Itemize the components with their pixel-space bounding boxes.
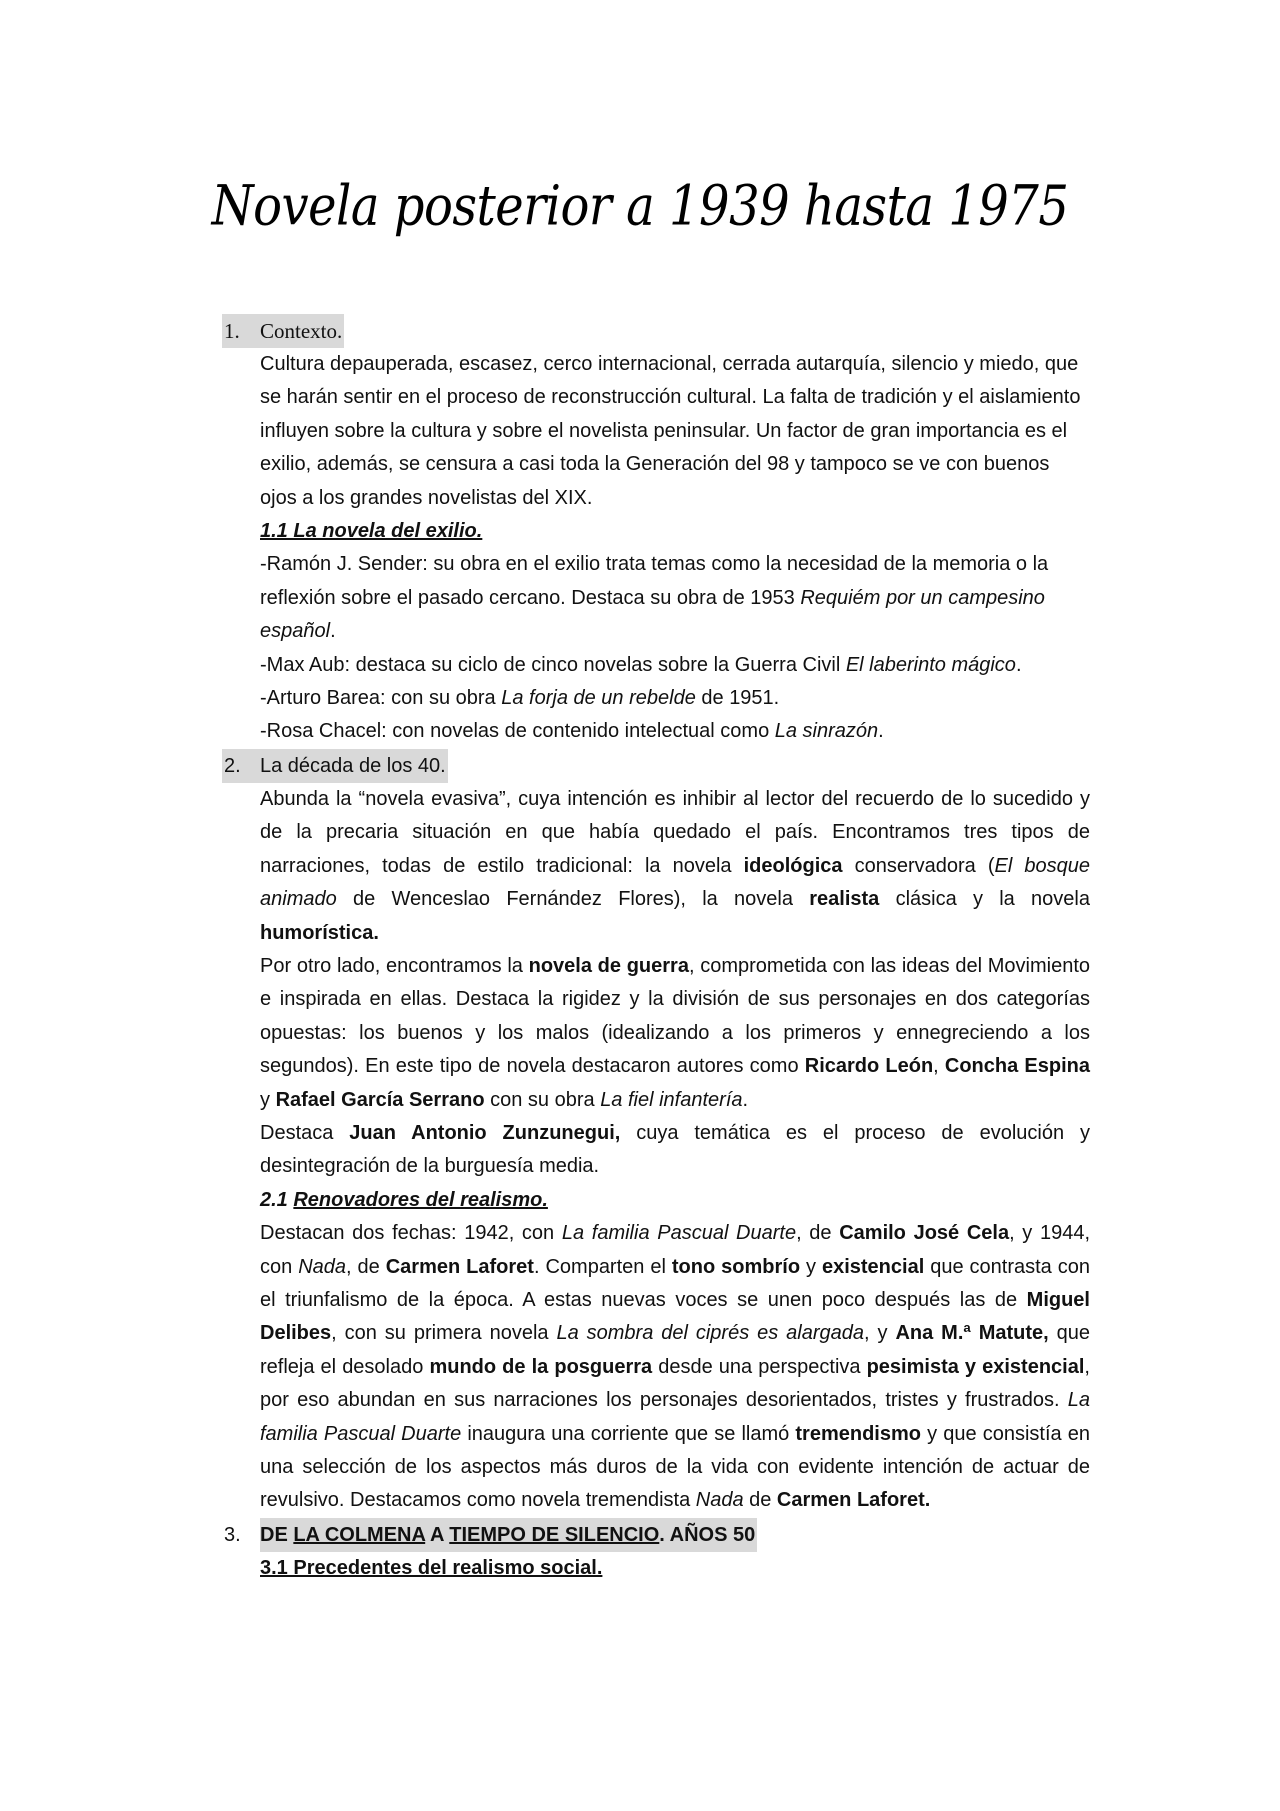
subsection-1-1-title: 1.1 La novela del exilio. <box>260 520 483 543</box>
section-title: DE LA COLMENA A TIEMPO DE SILENCIO. AÑOS 50 <box>260 1518 757 1552</box>
subsection-3-1-title: 3.1 Precedentes del realismo social. <box>260 1556 603 1579</box>
subsection-2-1-title: 2.1 Renovadores del realismo. <box>260 1188 548 1211</box>
paragraph-novela-evasiva: Abunda la “novela evasiva”, cuya intención es inhibir al lector del recuerdo de lo sucedido y de la precaria situación en que había quedado el país. Encontramos tres tipos de narraciones, todas de estilo tradicional: la novela ideológica conservadora (El bosque animado de Wenceslao Fernández Flores), la novela realista clásica y la novela humorística. <box>260 787 1090 944</box>
section-title: Contexto. <box>260 314 344 348</box>
context-paragraph: Cultura depauperada, escasez, cerco internacional, cerrada autarquía, silencio y miedo, que se harán sentir en el proceso de reconstrucción cultural. La falta de tradición y el aislamiento influyen sobre la cultura y sobre el novelista peninsular. Un factor de gran importancia es el exilio, además, se censura a casi toda la Generación del 98 y tampoco se ve con buenos ojos a los grandes novelistas del XIX. <box>260 353 1081 509</box>
paragraph-renovadores: Destacan dos fechas: 1942, con La familia Pascual Duarte, de Camilo José Cela, y 1944, con Nada, de Carmen Laforet. Comparten el tono sombrío y existencial que contrasta con el triunfalismo de la época. A estas nuevas voces se unen poco después las de Miguel Delibes, con su primera novela La sombra del ciprés es alargada, y Ana M.ª Matute, que refleja el desolado mundo de la posguerra desde una perspectiva pesimista y existencial, por eso abundan en sus narraciones los personajes desorientados, tristes y frustrados. La familia Pascual Duarte inaugura una corriente que se llamó tremendismo y que consistía en una selección de los aspectos más duros de la vida con evidente intención de actuar de revulsivo. Destacamos como novela tremendista Nada de Carmen Laforet. <box>260 1222 1091 1512</box>
section-2-heading <box>222 749 1090 783</box>
section-1-heading <box>222 314 1090 348</box>
author-aub: -Max Aub: destaca su ciclo de cinco novelas sobre la Guerra Civil El laberinto mágico. <box>260 653 1022 676</box>
paragraph-novela-guerra: Por otro lado, encontramos la novela de guerra, comprometida con las ideas del Movimiento e inspirada en ellas. Destaca la rigidez y la división de sus personajes en dos categorías opuestas: los buenos y los malos (idealizando a los primeros y ennegreciendo a los segundos). En este tipo de novela destacaron autores como Ricardo León, Concha Espina y Rafael García Serrano con su obra La fiel infantería. <box>260 954 1090 1111</box>
page-title: Novela posterior a 1939 hasta 1975 <box>211 173 1069 239</box>
section-3-heading <box>222 1518 1090 1552</box>
author-barea: -Arturo Barea: con su obra La forja de un rebelde de 1951. <box>260 687 780 710</box>
section-title: La década de los 40. <box>260 749 448 783</box>
section-1-body <box>260 348 1090 749</box>
author-chacel: -Rosa Chacel: con novelas de contenido intelectual como La sinrazón. <box>260 720 884 743</box>
section-number: 2. <box>222 749 260 783</box>
section-2-body <box>260 783 1090 1518</box>
section-3-body <box>260 1552 1090 1585</box>
section-number: 1. <box>222 314 260 348</box>
document-content <box>222 314 1090 1585</box>
section-number: 3. <box>224 1523 241 1546</box>
paragraph-zunzunegui: Destaca Juan Antonio Zunzunegui, cuya temática es el proceso de evolución y desintegración de la burguesía media. <box>260 1121 1090 1178</box>
author-sender: -Ramón J. Sender: su obra en el exilio trata temas como la necesidad de la memoria o la reflexión sobre el pasado cercano. Destaca su obra de 1953 Requiém por un campesino español. <box>260 553 1049 643</box>
